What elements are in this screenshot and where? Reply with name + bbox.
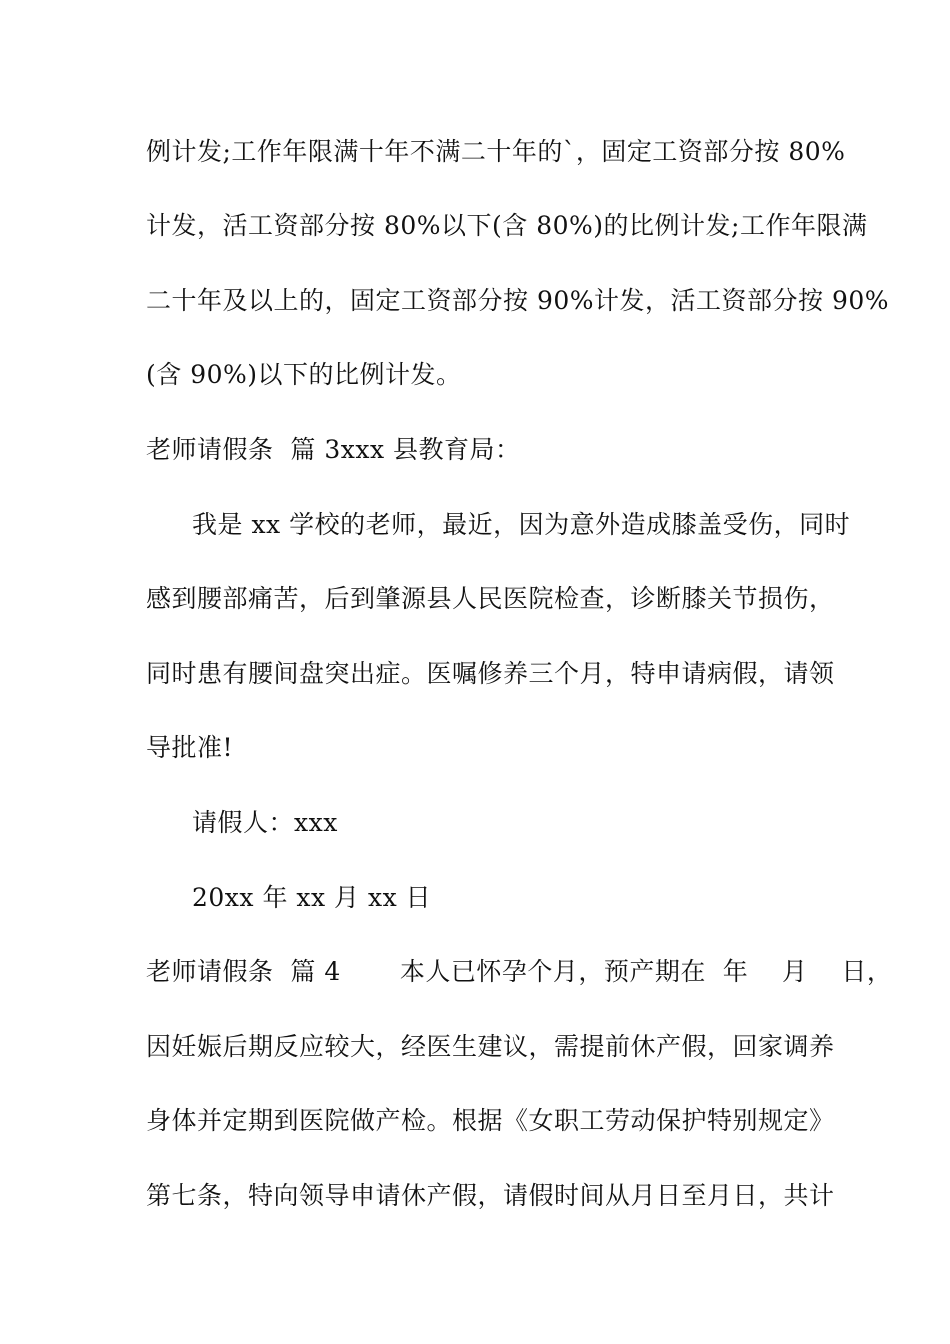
- signature-line: 请假人：xxx: [192, 808, 338, 837]
- paragraph-line: 感到腰部痛苦，后到肇源县人民医院检查，诊断膝关节损伤，: [146, 584, 835, 613]
- date-line: 20xx 年 xx 月 xx 日: [192, 883, 432, 912]
- paragraph-line: 导批准!: [146, 733, 234, 762]
- paragraph-line: 二十年及以上的，固定工资部分按 90%计发，活工资部分按 90%: [146, 286, 890, 315]
- paragraph-line: 我是 xx 学校的老师，最近，因为意外造成膝盖受伤，同时: [192, 510, 851, 539]
- paragraph-line: (含 90%)以下的比例计发。: [146, 360, 462, 389]
- paragraph-line: 第七条，特向领导申请休产假，请假时间从月日至月日，共计: [146, 1181, 835, 1210]
- section-heading-line: 老师请假条 篇 3xxx 县教育局：: [146, 435, 521, 464]
- paragraph-line: 身体并定期到医院做产检。根据《女职工劳动保护特别规定》: [146, 1106, 835, 1135]
- paragraph-line: 因妊娠后期反应较大，经医生建议，需提前休产假，回家调养: [146, 1032, 835, 1061]
- paragraph-line: 同时患有腰间盘突出症。医嘱修养三个月，特申请病假，请领: [146, 659, 835, 688]
- paragraph-line: 例计发;工作年限满十年不满二十年的`，固定工资部分按 80%: [146, 137, 846, 166]
- section-heading-line: 老师请假条 篇 4 本人已怀孕个月，预产期在 年 月 日，: [146, 957, 893, 986]
- paragraph-line: 计发，活工资部分按 80%以下(含 80%)的比例计发;工作年限满: [146, 211, 868, 240]
